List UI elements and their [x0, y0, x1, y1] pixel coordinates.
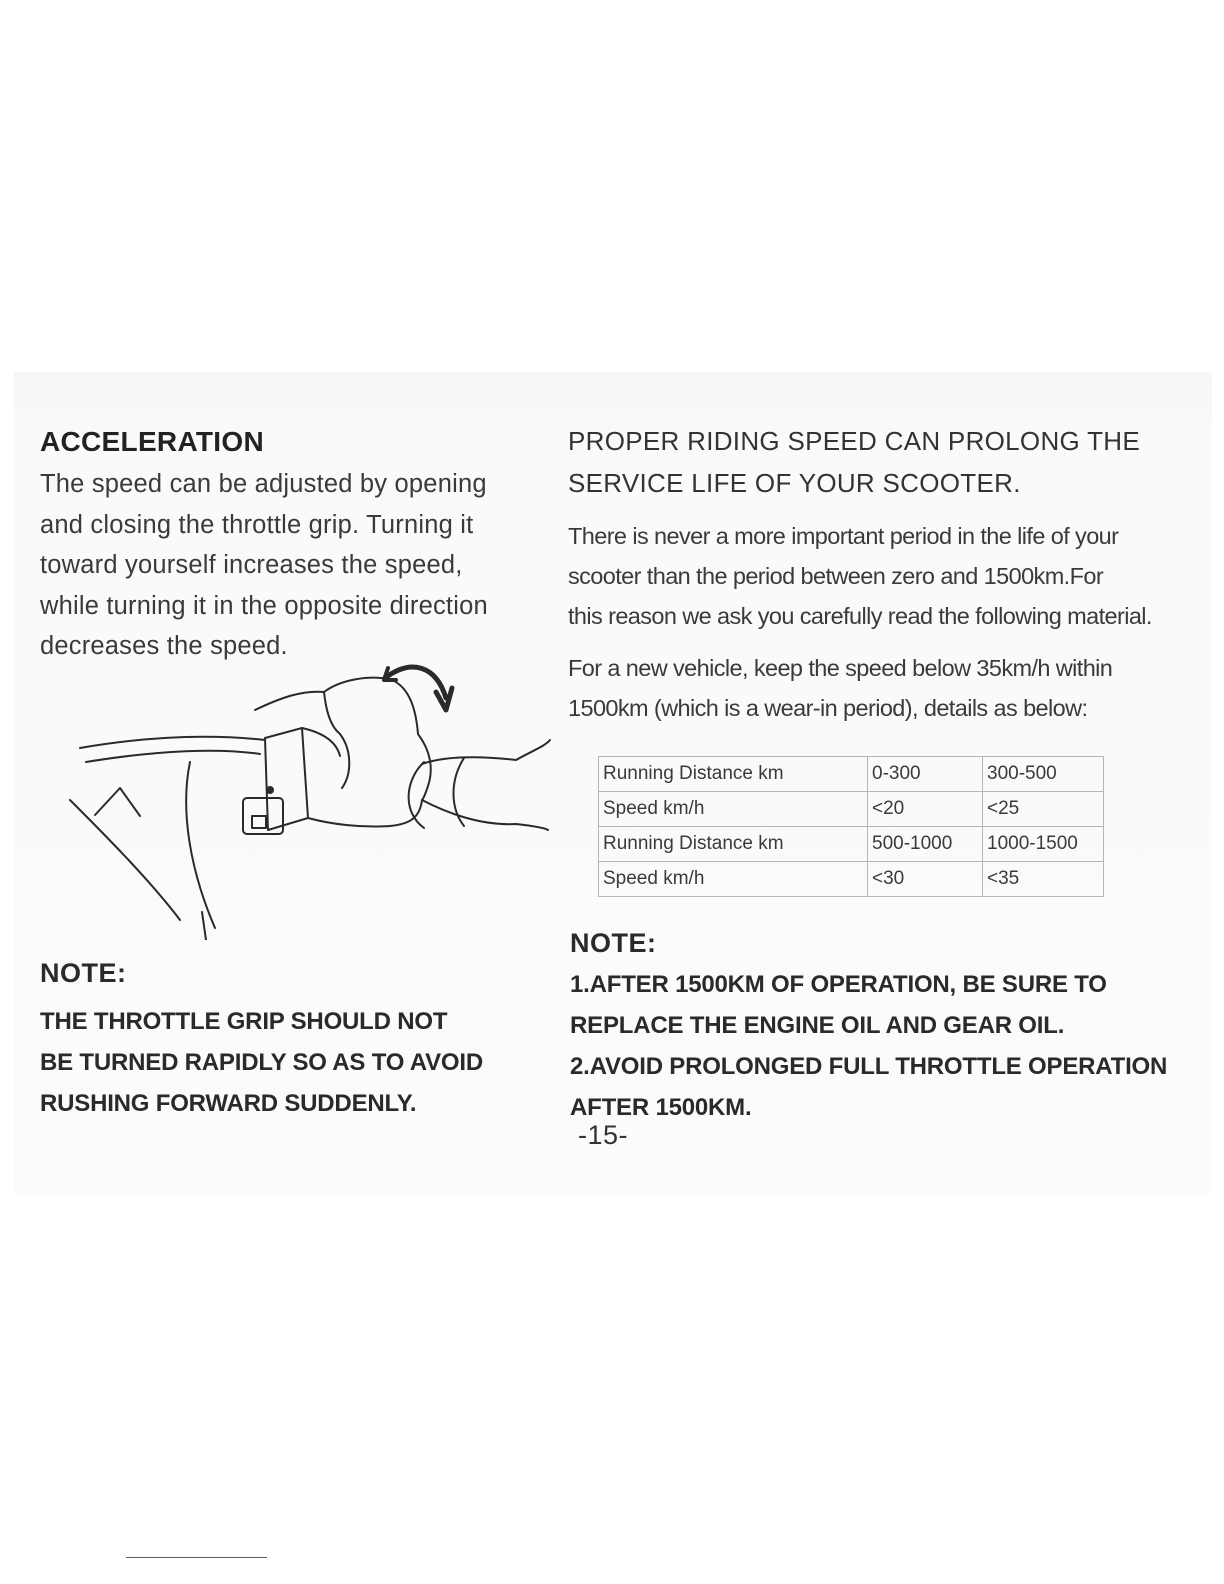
page-number: -15-: [578, 1120, 629, 1150]
table-row: [599, 757, 1104, 792]
table-cell: 500-1000: [868, 827, 983, 862]
table-row: [599, 827, 1104, 862]
table-cell: <25: [983, 792, 1104, 827]
table-cell: 0-300: [868, 757, 983, 792]
table-cell: Speed km/h: [599, 862, 868, 897]
table-cell: <30: [868, 862, 983, 897]
wear-in-paragraph: There is never a more important period in the life of your scooter than the period between zero and 1500km.For this reason we ask you carefully read the following material.: [568, 523, 1152, 629]
acceleration-section: [40, 420, 530, 667]
acceleration-body: The speed can be adjusted by opening and closing the throttle grip. Turning it toward yourself increases the speed, while turning it in the opposite direction decreases the speed.: [40, 470, 488, 660]
table-cell: Running Distance km: [599, 757, 868, 792]
throttle-note: [40, 958, 540, 1124]
table-cell: 300-500: [983, 757, 1104, 792]
table-row: [599, 862, 1104, 897]
note-title-right: NOTE:: [570, 928, 657, 958]
note-item-2: 2.AVOID PROLONGED FULL THROTTLE OPERATION AFTER 1500KM.: [570, 1053, 1168, 1121]
throttle-warning: THE THROTTLE GRIP SHOULD NOT BE TURNED RAPIDLY SO AS TO AVOID RUSHING FORWARD SUDDENLY.: [40, 1008, 484, 1117]
wear-in-speed-table: [598, 756, 1104, 897]
table-cell: <20: [868, 792, 983, 827]
note-title-left: NOTE:: [40, 958, 127, 988]
underline-link[interactable]: [126, 1557, 267, 1558]
note-item-1: 1.AFTER 1500KM OF OPERATION, BE SURE TO REPLACE THE ENGINE OIL AND GEAR OIL.: [570, 971, 1107, 1039]
table-cell: <35: [983, 862, 1104, 897]
table-cell: Running Distance km: [599, 827, 868, 862]
speed-limit-paragraph: For a new vehicle, keep the speed below 35km/h within 1500km (which is a wear-in period), details as below:: [568, 655, 1113, 721]
acceleration-title: ACCELERATION: [40, 426, 264, 457]
throttle-hand-illustration: [40, 640, 560, 940]
table-row: [599, 792, 1104, 827]
maintenance-note: [570, 924, 1210, 1128]
table-cell: 1000-1500: [983, 827, 1104, 862]
riding-speed-heading: PROPER RIDING SPEED CAN PROLONG THE SERVICE LIFE OF YOUR SCOOTER.: [568, 426, 1141, 498]
table-cell: Speed km/h: [599, 792, 868, 827]
riding-speed-section: [568, 420, 1198, 728]
